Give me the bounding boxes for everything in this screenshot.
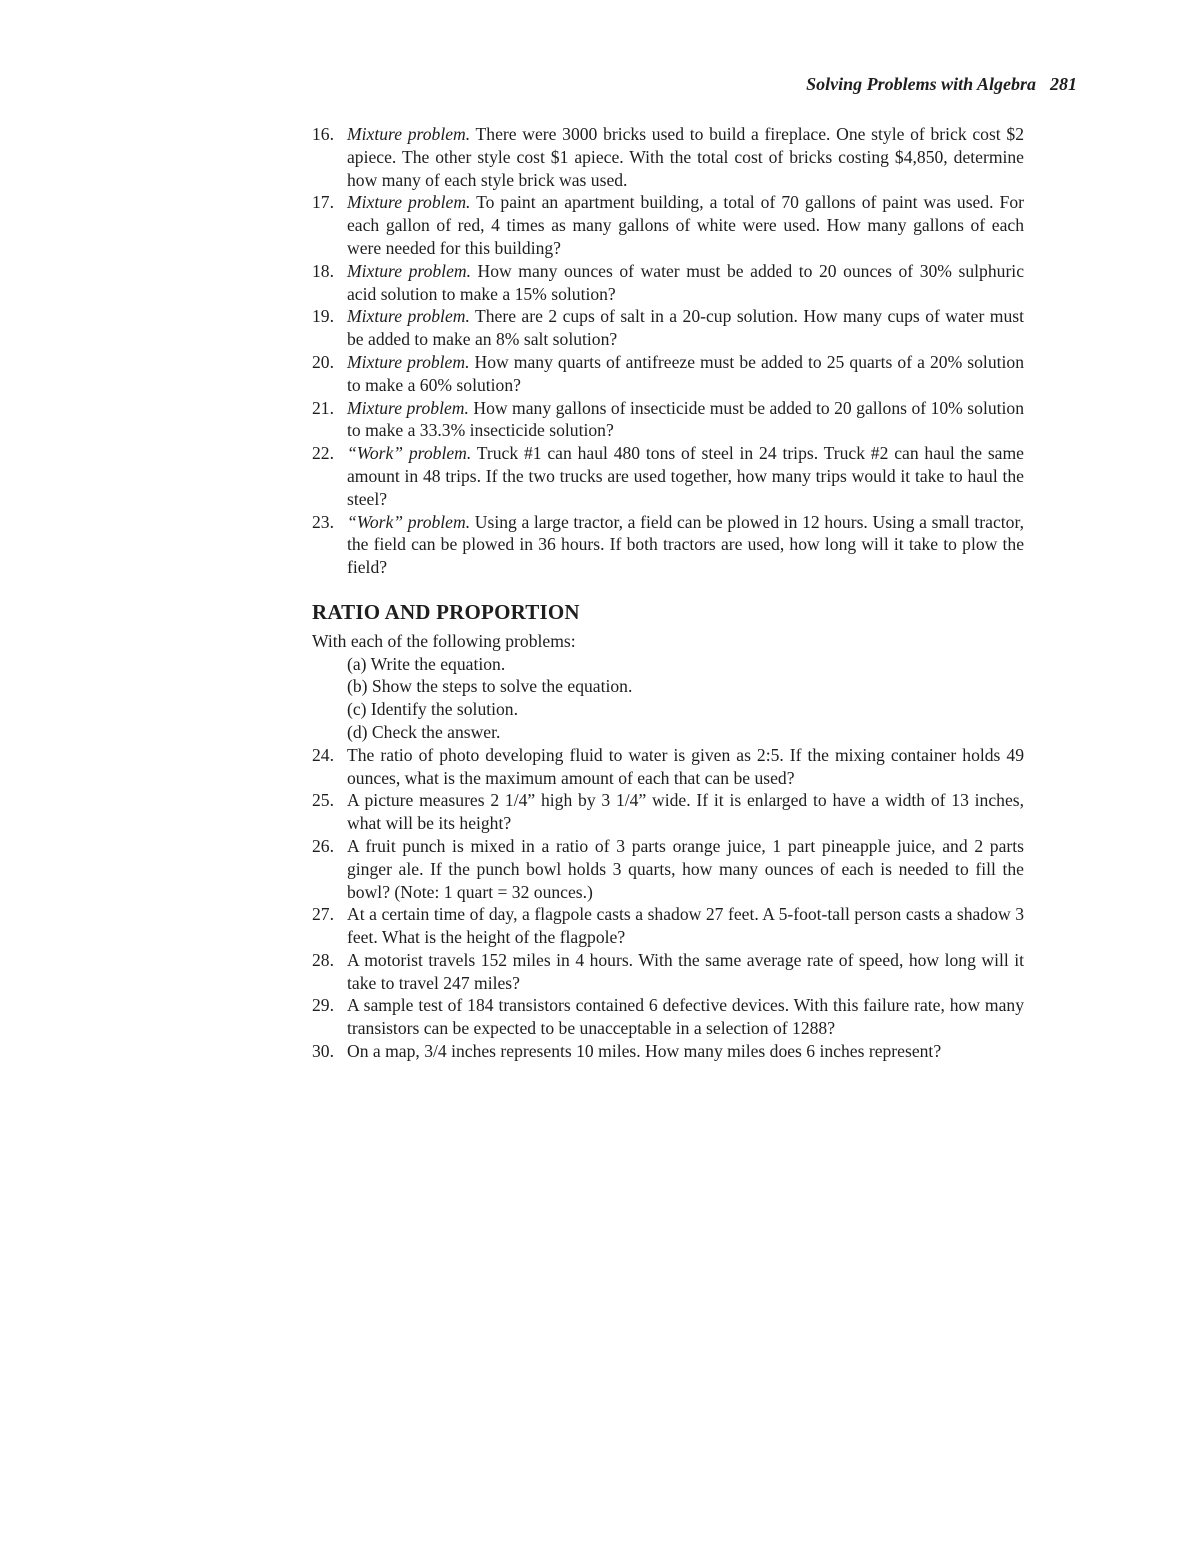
running-head-title: Solving Problems with Algebra	[806, 74, 1036, 94]
problem-text: The ratio of photo developing fluid to water is given as 2:5. If the mixing container holds 49 ounces, what is the maximum amount of each that can be used?	[347, 744, 1024, 788]
problem-25	[312, 789, 1024, 835]
problem-number: 24.	[312, 744, 334, 765]
problem-text: There are 2 cups of salt in a 20-cup solution. How many cups of water must be added to make an 8% salt solution?	[347, 306, 1024, 350]
problem-list-ratio-proportion	[312, 744, 1024, 1063]
section-intro: With each of the following problems:	[312, 630, 576, 651]
problem-16	[312, 123, 1024, 191]
problem-27	[312, 903, 1024, 949]
problem-type: Mixture problem.	[347, 397, 469, 418]
problem-text: A fruit punch is mixed in a ratio of 3 parts orange juice, 1 part pineapple juice, and 2 parts ginger ale. If the punch bowl holds 3 quarts, how many ounces of each is needed to fill the bowl? (Note: 1 quart = 32 ounces.)	[347, 835, 1024, 902]
problem-number: 22.	[312, 443, 334, 464]
problem-19	[312, 305, 1024, 351]
problem-number: 20.	[312, 351, 334, 372]
instruction-step: (c) Identify the solution.	[347, 699, 519, 720]
problem-type: “Work” problem.	[347, 511, 471, 532]
problem-number: 16.	[312, 124, 334, 144]
problem-26	[312, 835, 1024, 903]
problem-body	[347, 123, 1024, 191]
problem-text: To paint an apartment building, a total of 70 gallons of paint was used. For each gallon of red, 4 times as many gallons of white were used. How many gallons of each were needed for this building?	[347, 192, 1024, 258]
problem-text: A sample test of 184 transistors contained 6 defective devices. With this failure rate, how many transistors can be expected to be unacceptable in a selection of 1288?	[347, 995, 1024, 1039]
problem-23	[312, 511, 1024, 579]
problem-body	[347, 260, 1024, 306]
problem-body	[347, 442, 1024, 510]
problem-number: 29.	[312, 995, 334, 1016]
page-number: 281	[1050, 74, 1077, 94]
problem-type: Mixture problem.	[347, 260, 471, 281]
problem-text: Truck #1 can haul 480 tons of steel in 24 trips. Truck #2 can haul the same amount in 48 trips. If the two trucks are used together, how many trips would it take to haul the steel?	[347, 443, 1024, 509]
problem-number: 30.	[312, 1041, 334, 1062]
problem-body	[347, 511, 1024, 579]
problem-text: A motorist travels 152 miles in 4 hours. With the same average rate of speed, how long will it take to travel 247 miles?	[347, 949, 1024, 993]
instruction-step: (a) Write the equation.	[347, 653, 506, 674]
running-head	[806, 74, 1077, 95]
problem-28	[312, 949, 1024, 995]
section-heading: RATIO AND PROPORTION	[312, 599, 580, 624]
problem-30	[312, 1040, 1024, 1063]
problem-24	[312, 744, 1024, 790]
problem-type: “Work” problem.	[347, 443, 472, 464]
instruction-step: (d) Check the answer.	[347, 721, 501, 742]
problem-body	[347, 351, 1024, 397]
problem-number: 28.	[312, 949, 334, 970]
instruction-step: (b) Show the steps to solve the equation.	[347, 676, 633, 697]
problem-text: How many gallons of insecticide must be added to 20 gallons of 10% solution to make a 33.3% insecticide solution?	[347, 397, 1025, 441]
problem-text: A picture measures 2 1/4” high by 3 1/4” wide. If it is enlarged to have a width of 13 inches, what will be its height?	[347, 790, 1024, 834]
problem-body	[347, 305, 1024, 351]
problem-type: Mixture problem.	[347, 306, 470, 327]
problem-text: At a certain time of day, a flagpole casts a shadow 27 feet. A 5-foot-tall person casts a shadow 3 feet. What is the height of the flagpole?	[347, 904, 1024, 948]
problem-number: 25.	[312, 790, 334, 811]
problem-number: 27.	[312, 904, 334, 925]
problem-22	[312, 442, 1024, 510]
problem-17	[312, 191, 1024, 259]
problem-type: Mixture problem.	[347, 351, 470, 372]
problem-number: 18.	[312, 260, 334, 281]
problem-18	[312, 260, 1024, 306]
problem-20	[312, 351, 1024, 397]
problem-text: On a map, 3/4 inches represents 10 miles. How many miles does 6 inches represent?	[347, 1041, 942, 1062]
problem-number: 26.	[312, 835, 334, 856]
page-content	[312, 123, 1024, 1063]
problem-number: 21.	[312, 397, 334, 418]
instruction-steps	[312, 653, 1024, 744]
problem-number: 23.	[312, 511, 334, 532]
problem-body	[347, 191, 1024, 259]
problem-29	[312, 994, 1024, 1040]
problem-type: Mixture problem.	[347, 124, 471, 144]
problem-text: There were 3000 bricks used to build a fireplace. One style of brick cost $2 apiece. The other style cost $1 apiece. With the total cost of bricks costing $4,850, determine how many of each style brick was used.	[347, 124, 1024, 190]
problem-number: 17.	[312, 192, 334, 213]
problem-number: 19.	[312, 306, 334, 327]
problem-list-mixture-work	[312, 123, 1024, 579]
problem-body	[347, 397, 1024, 443]
problem-text: Using a large tractor, a field can be plowed in 12 hours. Using a small tractor, the field can be plowed in 36 hours. If both tractors are used, how long will it take to plow the field?	[347, 511, 1024, 578]
problem-text: How many ounces of water must be added to 20 ounces of 30% sulphuric acid solution to make a 15% solution?	[347, 260, 1024, 304]
problem-21	[312, 397, 1024, 443]
problem-text: How many quarts of antifreeze must be added to 25 quarts of a 20% solution to make a 60% solution?	[347, 351, 1024, 395]
problem-type: Mixture problem.	[347, 192, 471, 213]
